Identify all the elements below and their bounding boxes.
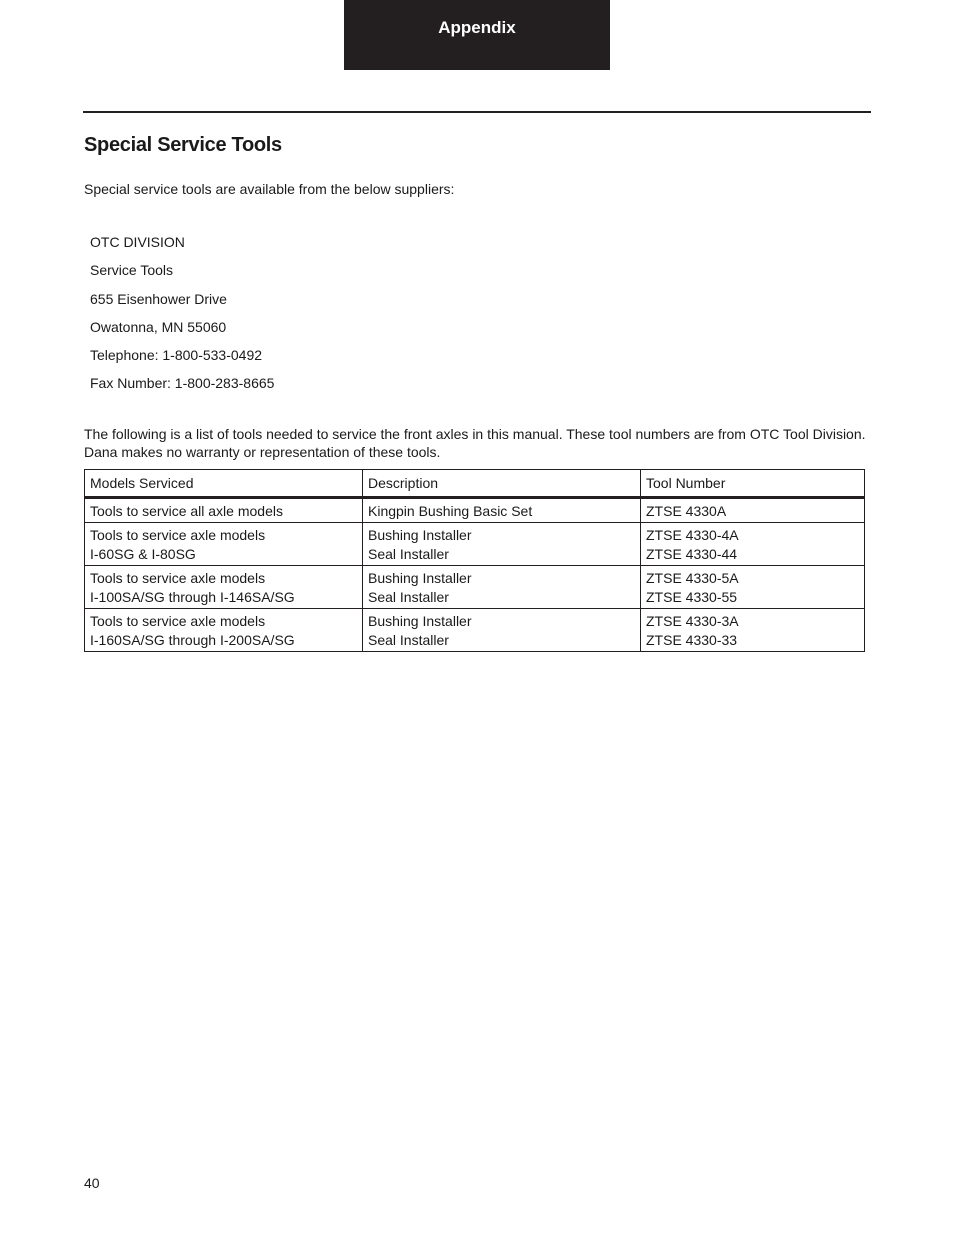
tools-note-line: Dana makes no warranty or representation of these tools. [84, 444, 441, 460]
models-cell [85, 566, 363, 609]
tools-note [84, 425, 866, 461]
table-row [85, 497, 865, 523]
intro-text: Special service tools are available from the below suppliers: [84, 181, 455, 197]
description-line: Seal Installer [368, 631, 449, 648]
description-line: Bushing Installer [368, 527, 472, 543]
tool-number-cell [641, 609, 865, 652]
description-line: Bushing Installer [368, 570, 472, 586]
tool-number-line: ZTSE 4330-55 [646, 588, 738, 605]
tool-number-cell [641, 566, 865, 609]
table-row [85, 609, 865, 652]
supplier-city: Owatonna, MN 55060 [90, 318, 227, 335]
models-line: Tools to service all axle models [90, 502, 283, 519]
tool-number-line: ZTSE 4330-5A [646, 570, 739, 586]
models-cell [85, 523, 363, 566]
page-number: 40 [84, 1175, 100, 1191]
description-line: Bushing Installer [368, 613, 472, 629]
description-cell [363, 497, 641, 523]
tool-number-cell [641, 523, 865, 566]
models-line: Tools to service axle models [90, 527, 266, 543]
tool-number-cell [641, 497, 865, 523]
description-cell [363, 609, 641, 652]
page-title: Special Service Tools [84, 134, 282, 156]
tool-number-line: ZTSE 4330-3A [646, 613, 739, 629]
column-header-models: Models Serviced [85, 470, 363, 498]
supplier-fax: Fax Number: 1-800-283-8665 [90, 375, 275, 392]
supplier-address [90, 234, 274, 404]
column-header-tool-number: Tool Number [641, 470, 865, 498]
section-tab [344, 0, 610, 70]
description-cell [363, 566, 641, 609]
models-cell [85, 497, 363, 523]
column-header-description: Description [363, 470, 641, 498]
tools-table [84, 469, 865, 652]
description-line: Seal Installer [368, 588, 449, 605]
tool-number-line: ZTSE 4330A [646, 502, 727, 519]
models-line: Tools to service axle models [90, 570, 266, 586]
tool-number-line: ZTSE 4330-4A [646, 527, 739, 543]
section-tab-label: Appendix [438, 18, 516, 37]
description-cell [363, 523, 641, 566]
models-line: I-60SG & I-80SG [90, 545, 196, 562]
header-rule [83, 111, 871, 113]
table-row [85, 566, 865, 609]
table-row [85, 523, 865, 566]
tool-number-line: ZTSE 4330-33 [646, 631, 738, 648]
supplier-department: Service Tools [90, 262, 174, 279]
table-header-row [85, 470, 865, 498]
tool-number-line: ZTSE 4330-44 [646, 545, 738, 562]
models-line: Tools to service axle models [90, 613, 266, 629]
supplier-street: 655 Eisenhower Drive [90, 290, 227, 307]
models-cell [85, 609, 363, 652]
models-line: I-100SA/SG through I-146SA/SG [90, 588, 295, 605]
tools-note-line: The following is a list of tools needed to service the front axles in this manual. These tool numbers are from OTC Tool Division. [84, 426, 866, 442]
models-line: I-160SA/SG through I-200SA/SG [90, 631, 295, 648]
supplier-name: OTC DIVISION [90, 234, 185, 250]
supplier-telephone: Telephone: 1-800-533-0492 [90, 347, 263, 364]
description-line: Kingpin Bushing Basic Set [368, 502, 533, 519]
description-line: Seal Installer [368, 545, 449, 562]
